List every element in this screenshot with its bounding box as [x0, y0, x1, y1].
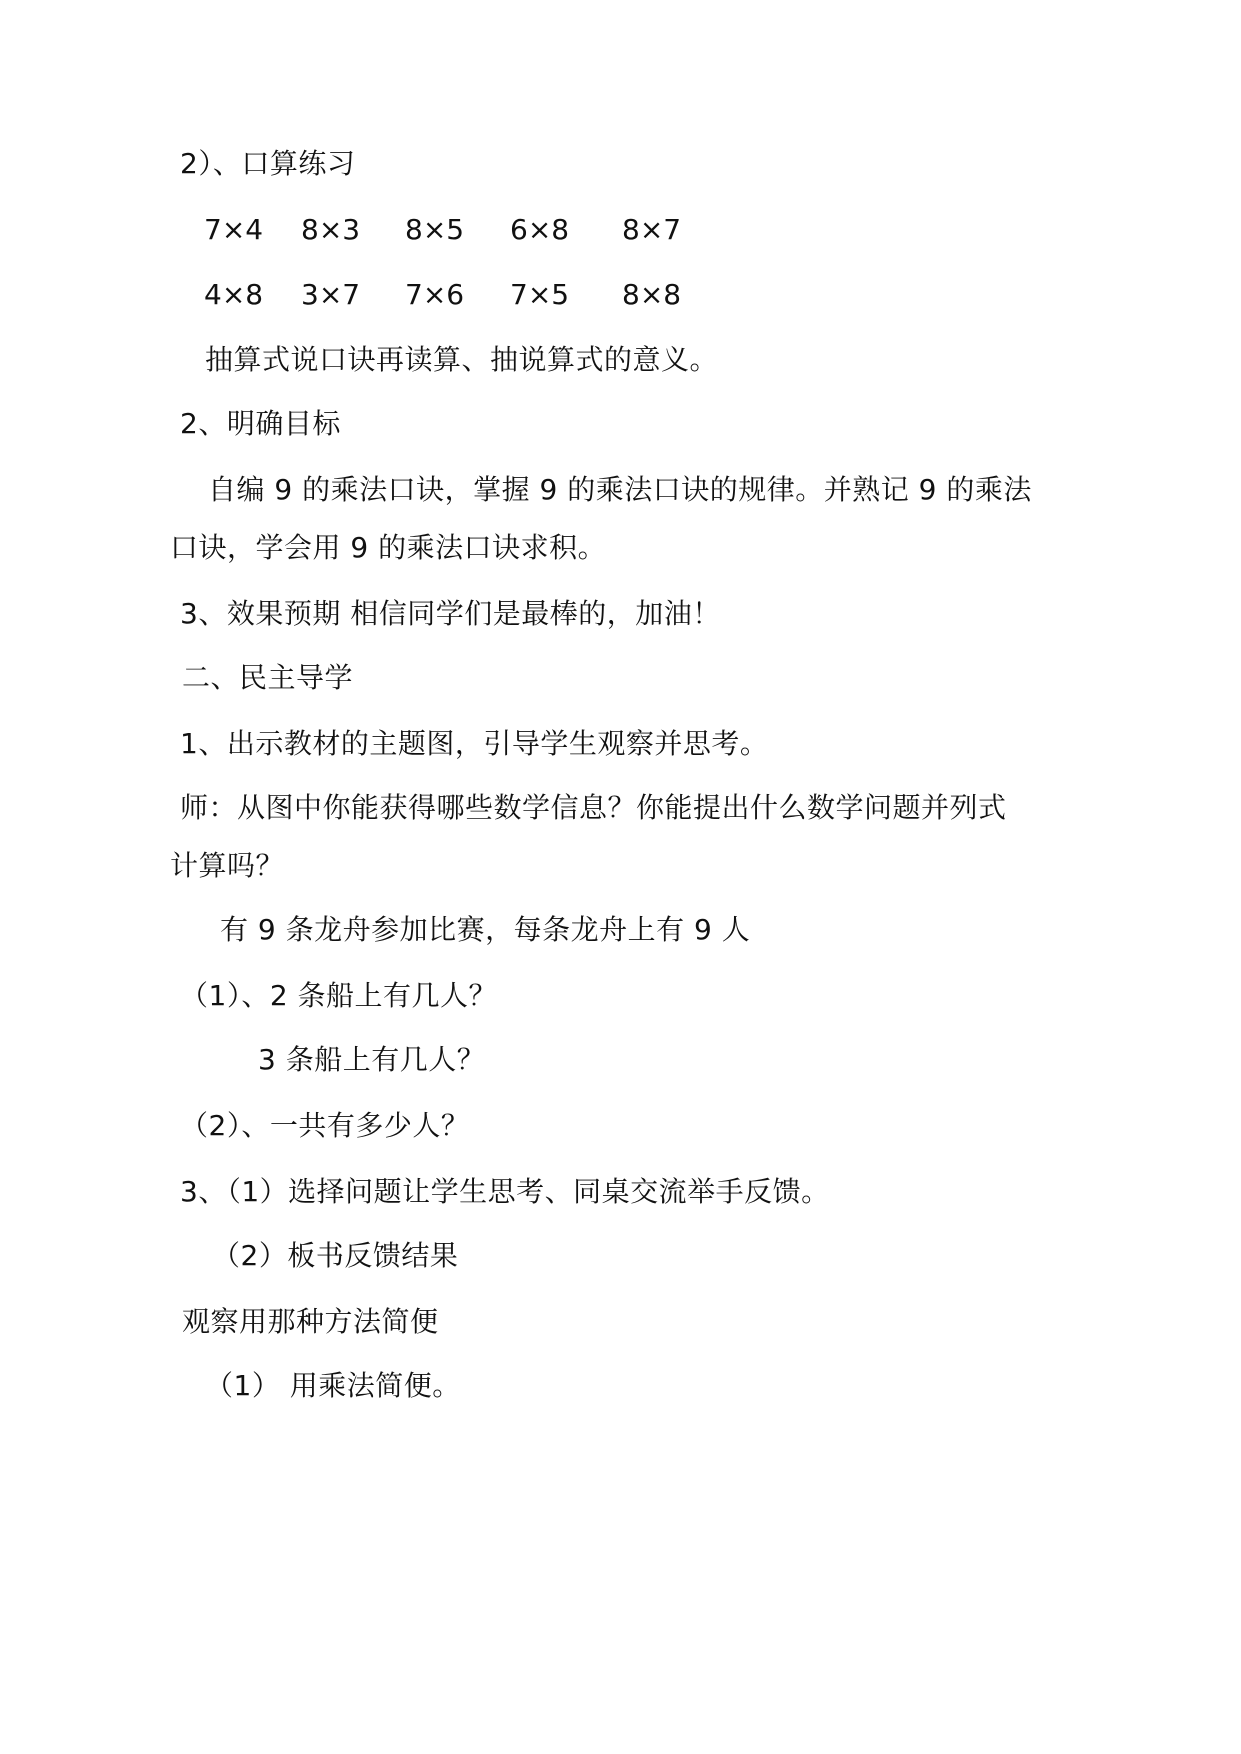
section-heading: 2、明确目标 — [180, 407, 341, 440]
paragraph-text: 有 9 条龙舟参加比赛，每条龙舟上有 9 人 — [220, 913, 751, 946]
paragraph-text: 观察用那种方法简便 — [182, 1305, 439, 1338]
exercise-item: 4×8 — [204, 278, 264, 311]
exercise-item: 8×7 — [622, 213, 682, 246]
paragraph-text: 1、出示教材的主题图，引导学生观察并思考。 — [180, 727, 769, 760]
heading-oral-practice: 2）、口算练习 — [180, 147, 356, 180]
paragraph-text: 自编 9 的乘法口诀，掌握 9 的乘法口诀的规律。并熟记 9 的乘法 — [208, 473, 1032, 506]
exercise-row-2 — [0, 275, 1241, 315]
exercise-item: 8×5 — [405, 213, 465, 246]
section-heading: 二、民主导学 — [182, 661, 354, 694]
exercise-item: 6×8 — [510, 213, 570, 246]
exercise-row-1 — [0, 210, 1241, 250]
question-item: （2）、一共有多少人？ — [180, 1109, 470, 1142]
exercise-item: 7×5 — [510, 278, 570, 311]
exercise-item: 7×6 — [405, 278, 465, 311]
exercise-item: 3×7 — [301, 278, 361, 311]
exercise-item: 7×4 — [204, 213, 264, 246]
paragraph-text: 口诀，学会用 9 的乘法口诀求积。 — [170, 531, 607, 564]
section-heading: 3、（1）选择问题让学生思考、同桌交流举手反馈。 — [180, 1175, 830, 1208]
exercise-item: 8×8 — [622, 278, 682, 311]
paragraph-text: 计算吗？ — [170, 849, 285, 882]
section-heading: 3、效果预期 相信同学们是最棒的，加油！ — [180, 597, 721, 630]
paragraph-text: （2）板书反馈结果 — [212, 1239, 459, 1272]
exercise-item: 8×3 — [301, 213, 361, 246]
question-item: （1）、2 条船上有几人？ — [180, 979, 498, 1012]
paragraph-text: 师：从图中你能获得哪些数学信息？你能提出什么数学问题并列式 — [180, 791, 1007, 824]
paragraph-text: 抽算式说口诀再读算、抽说算式的意义。 — [205, 343, 719, 376]
question-item: 3 条船上有几人？ — [258, 1043, 486, 1076]
paragraph-text: （1） 用乘法简便。 — [205, 1369, 461, 1402]
